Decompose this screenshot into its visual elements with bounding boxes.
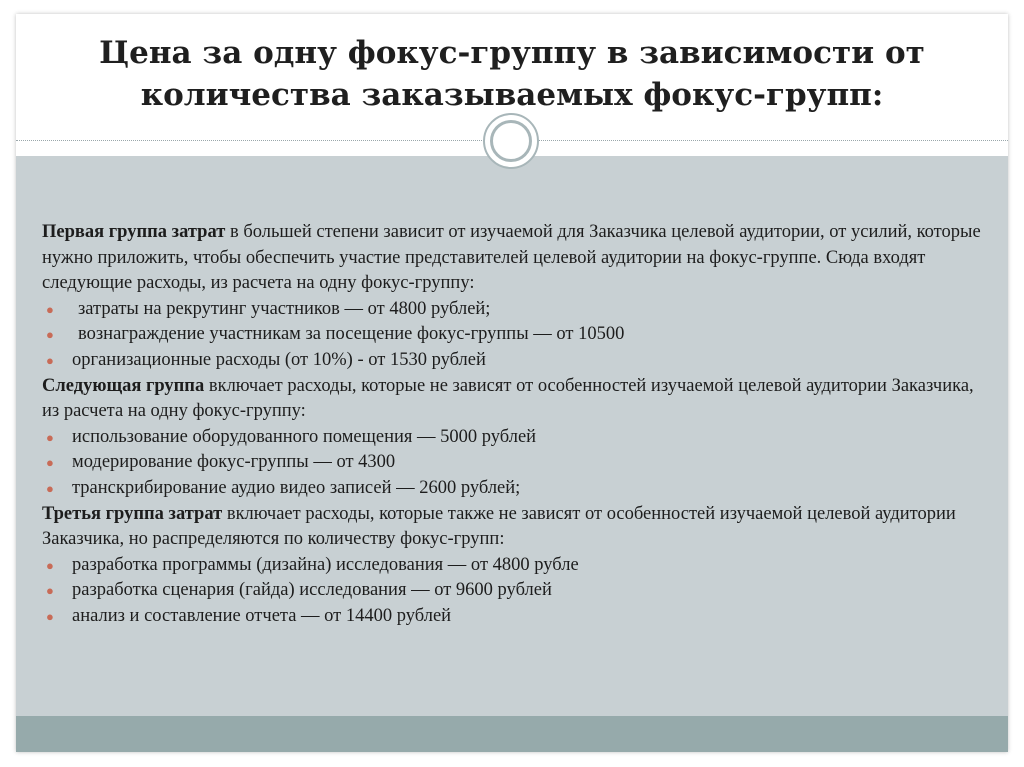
bullet-icon: ● [46,583,54,599]
list-item [42,425,992,451]
section-1-paragraph [42,220,992,297]
list-item [42,578,992,604]
section-3-text: включает расходы, которые также не зависят от особенностей изучаемой целевой аудитории Заказчика, но распределяются по количеству фокус-групп: [42,503,956,550]
list-item [42,450,992,476]
section-2-paragraph [42,374,992,425]
slide-frame [16,14,1008,752]
section-2-text: включает расходы, которые не зависят от особенностей изучаемой целевой аудитории Заказчика, из расчета на одну фокус-группу: [42,375,974,422]
list-item-text: затраты на рекрутинг участников — от 4800 рублей; [78,298,491,319]
section-1-text: в большей степени зависит от изучаемой для Заказчика целевой аудитории, от усилий, которые нужно приложить, чтобы обеспечить участие представителей целевой аудитории на фокус-группе. Сюда входят следующие расходы, из расчета на одну фокус-группу: [42,222,981,294]
list-item-text: транскрибирование аудио видео записей — 2600 рублей; [72,477,521,498]
section-3-heading: Третья группа затрат [42,503,223,524]
list-item-text: использование оборудованного помещения — 5000 рублей [72,426,537,447]
list-item-text: разработка программы (дизайна) исследования — от 4800 рубле [72,554,579,575]
list-item-text: разработка сценария (гайда) исследования — от 9600 рублей [72,580,552,601]
body-text [42,220,992,630]
section-2-list [42,425,992,502]
list-item [42,297,992,323]
section-3-paragraph [42,502,992,553]
section-1-heading: Первая группа затрат [42,222,226,242]
section-3-list [42,553,992,630]
slide-title [56,32,968,116]
bullet-icon: ● [46,352,54,368]
list-item-text: организационные расходы (от 10%) - от 1530 рублей [72,349,486,370]
title-line-2: количества заказываемых фокус-групп: [140,77,884,113]
bottom-bar [16,716,1008,752]
list-item [42,553,992,579]
list-item [42,322,992,348]
content-area [16,156,1008,716]
bullet-icon: ● [46,327,54,343]
bullet-icon: ● [46,557,54,573]
bullet-icon: ● [46,455,54,471]
decorative-circle-icon [483,113,539,169]
list-item [42,604,992,630]
bullet-icon: ● [46,301,54,317]
list-item-text: модерирование фокус-группы — от 4300 [72,452,396,473]
list-item [42,348,992,374]
list-item-text: анализ и составление отчета — от 14400 рублей [72,605,452,626]
bullet-icon: ● [46,608,54,624]
list-item [42,476,992,502]
decorative-inner-ring [490,120,532,162]
section-1-list [42,297,992,374]
title-line-1: Цена за одну фокус-группу в зависимости от [99,35,925,71]
section-2-heading: Следующая группа [42,375,205,396]
bullet-icon: ● [46,480,54,496]
bullet-icon: ● [46,429,54,445]
list-item-text: вознаграждение участникам за посещение фокус-группы — от 10500 [78,324,625,345]
